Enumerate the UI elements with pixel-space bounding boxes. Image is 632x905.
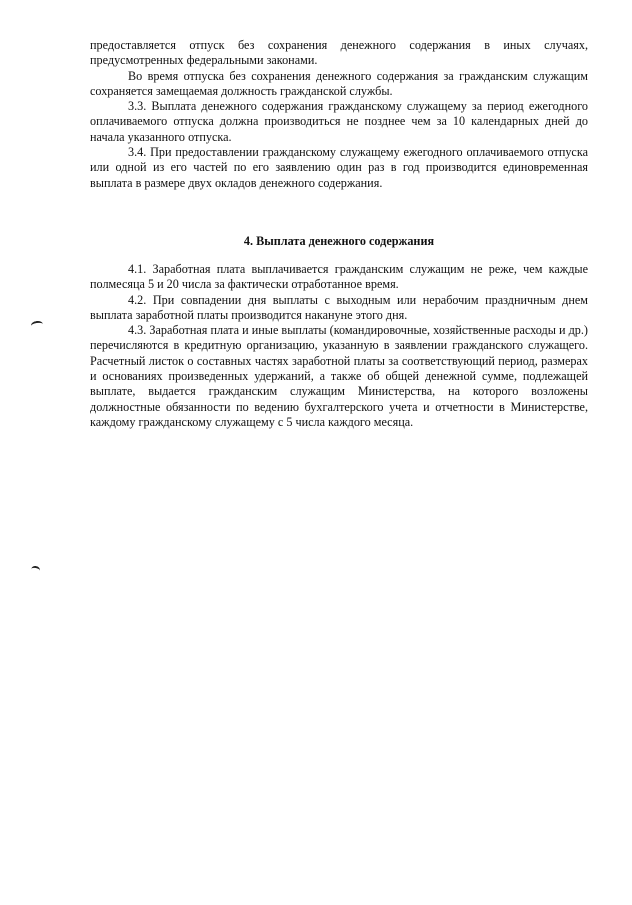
paragraph-3-3: 3.3. Выплата денежного содержания гражданскому служащему за период ежегодного оплачиваемого отпуска должна производиться не позднее чем за 10 календарных дней до начала указанного отпуска.: [90, 99, 588, 144]
paragraph-unpaid-leave-position: Во время отпуска без сохранения денежного содержания за гражданским служащим сохраняется замещаемая должность гражданской службы.: [90, 68, 588, 98]
top-text-block: [90, 38, 588, 191]
paragraph-4-1: 4.1. Заработная плата выплачивается гражданским служащим не реже, чем каждые полмесяца 5 и 20 числа за фактически отработанное время.: [90, 262, 588, 292]
paragraph-4-3: 4.3. Заработная плата и иные выплаты (командировочные, хозяйственные расходы и др.) перечисляются в кредитную организацию, указанную в заявлении гражданского служащего. Расчетный листок о составных частях заработной платы за соответствующий период, размерах и основаниях произведенных удержаний, а также об общей денежной сумме, подлежащей выплате, выдается гражданским служащим Министерства, на которого возложены должностные обязанности по ведению бухгалтерского учета и отчетности в Министерстве, каждому гражданскому служащему с 5 числа каждого месяца.: [90, 323, 588, 429]
scan-mark: [30, 565, 40, 574]
section-4-text-block: [90, 262, 588, 430]
section-4-heading: 4. Выплата денежного содержания: [243, 234, 435, 248]
paragraph-continuation: предоставляется отпуск без сохранения денежного содержания в иных случаях, предусмотренных федеральными законами.: [90, 38, 588, 68]
paragraph-3-4: 3.4. При предоставлении гражданскому служащему ежегодного оплачиваемого отпуска или одной из его частей по его заявлению один раз в год производится единовременная выплата в размере двух окладов денежного содержания.: [90, 145, 588, 190]
paragraph-4-2: 4.2. При совпадении дня выплаты с выходным или нерабочим праздничным днем выплата заработной платы производится накануне этого дня.: [90, 292, 588, 322]
scan-mark: [31, 320, 44, 330]
